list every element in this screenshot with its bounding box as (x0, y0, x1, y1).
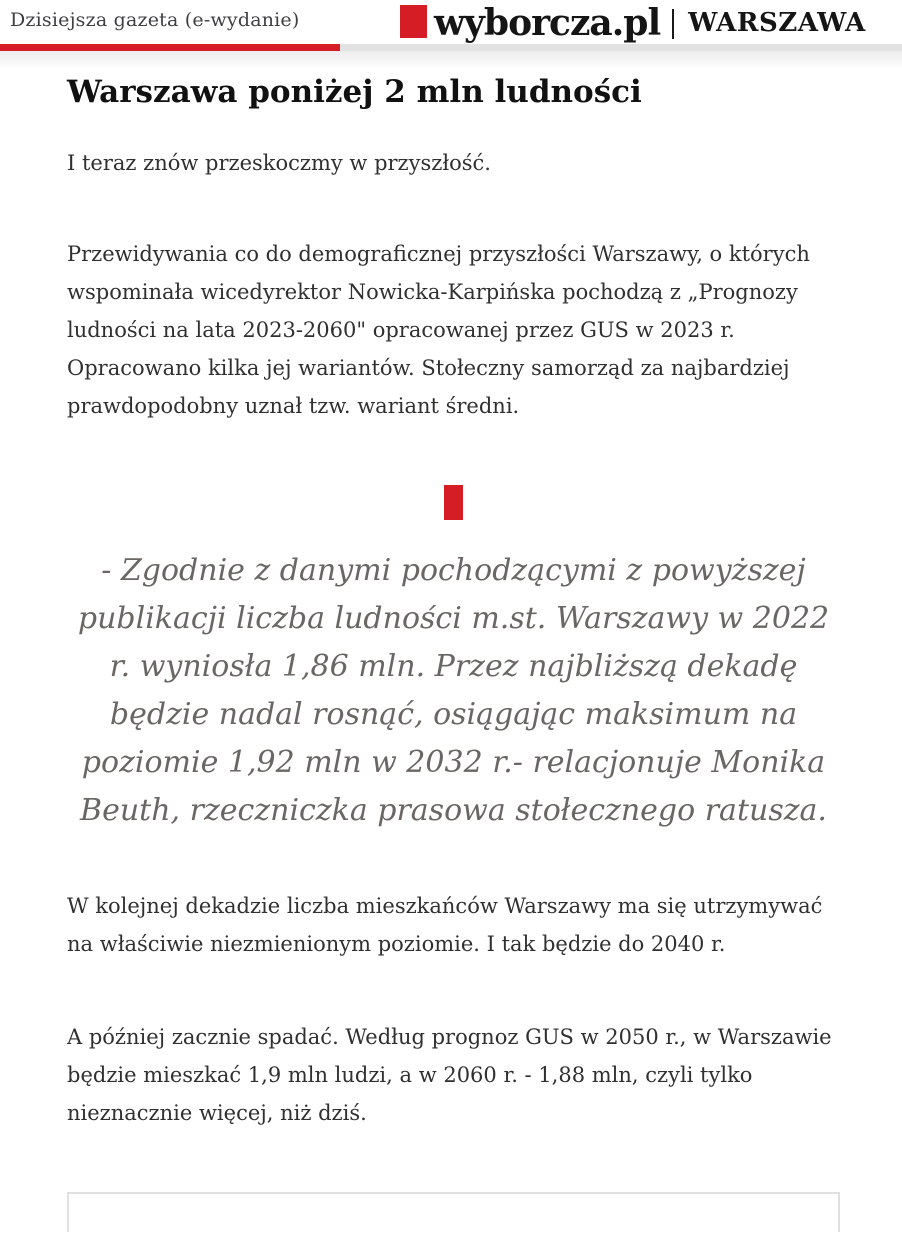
section-wordmark: WARSZAWA (688, 8, 866, 38)
site-header (0, 0, 902, 44)
brand-logo[interactable] (400, 3, 866, 43)
brand-red-block-icon (400, 5, 427, 38)
quote-marker-icon (444, 485, 463, 520)
pullquote-text: - Zgodnie z danymi pochodzącymi z powyższej publikacji liczba ludności m.st. Warszawy w 2022 r. wyniosła 1,86 mln. Przez najbliższą dekadę będzie nadal rosnąć, osiągając maksimum na poziomie 1,92 mln w 2032 r.- relacjonuje Monika Beuth, rzeczniczka prasowa stołecznego ratusza. (77, 553, 830, 828)
logo-divider (672, 9, 674, 39)
header-rule-gray-segment (340, 44, 902, 51)
edition-link[interactable]: Dzisiejsza gazeta (e-wydanie) (10, 9, 300, 31)
brand-wordmark: wyborcza.pl (434, 2, 661, 44)
pullquote (67, 485, 840, 835)
related-box (67, 1192, 840, 1232)
article-paragraph: A później zacznie spadać. Według prognoz GUS w 2050 r., w Warszawie będzie mieszkać 1,9 mln ludzi, a w 2060 r. - 1,88 mln, czyli tylko nieznacznie więcej, niż dziś. (67, 1025, 832, 1125)
article-paragraph: W kolejnej dekadzie liczba mieszkańców Warszawy ma się utrzymywać na właściwie niezmienionym poziomie. I tak będzie do 2040 r. (67, 894, 823, 956)
header-shadow (0, 51, 902, 69)
header-rule-red-segment (0, 44, 340, 51)
article-paragraph: Przewidywania co do demograficznej przyszłości Warszawy, o których wspominała wicedyrektor Nowicka-Karpińska pochodzą z „Prognozy ludności na lata 2023-2060" opracowanej przez GUS w 2023 r. Opracowano kilka jej wariantów. Stołeczny samorząd za najbardziej prawdopodobny uznał tzw. wariant średni. (67, 242, 810, 418)
article (67, 73, 840, 1232)
article-paragraph: I teraz znów przeskoczmy w przyszłość. (67, 151, 491, 175)
article-title: Warszawa poniżej 2 mln ludności (67, 74, 642, 110)
header-rule (0, 44, 902, 51)
